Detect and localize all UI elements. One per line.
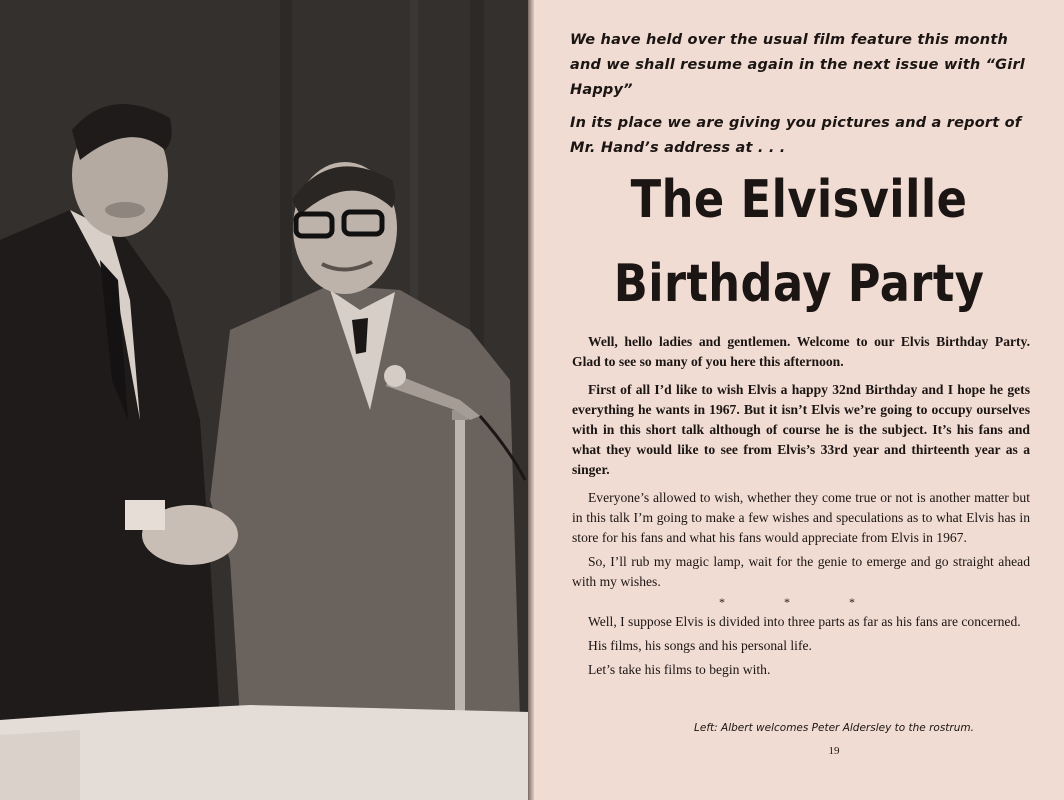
photo-handshake [0, 0, 530, 800]
photo-illustration [0, 0, 530, 800]
paragraph-5: Well, I suppose Elvis is divided into three parts as far as his fans are concerned. [588, 614, 1021, 629]
article-body [572, 332, 1030, 680]
photo-caption: Left: Albert welcomes Peter Aldersley to the rostrum. [694, 722, 974, 734]
article-page [534, 0, 1064, 800]
headline-line-1: The Elvisville [630, 170, 968, 230]
paragraph-3: Everyone’s allowed to wish, whether they come true or not is another matter but in this talk I’m going to make a few wishes and speculations as to what Elvis has in store for his fans and what his fans would appreciate from Elvis in 1967. [572, 490, 1030, 545]
section-break-stars: * * * [719, 595, 883, 609]
paragraph-6: His films, his songs and his personal life. [588, 638, 812, 653]
editor-note-line-1: We have held over the usual film feature this month and we shall resume again in the next issue with “Girl Happy” [570, 32, 1025, 98]
paragraph-4: So, I’ll rub my magic lamp, wait for the genie to emerge and go straight ahead with my wishes. [572, 554, 1030, 589]
paragraph-7: Let’s take his films to begin with. [588, 662, 771, 677]
headline-line-2: Birthday Party [613, 254, 985, 314]
page-number: 19 [828, 745, 840, 757]
paragraph-2: First of all I’d like to wish Elvis a happy 32nd Birthday and I hope he gets everything he wants in 1967. But it isn’t Elvis we’re going to occupy ourselves with in this short talk although of course he is the subject. It’s his fans and what they would like to see from Elvis’s 33rd year and thirteenth year as a singer. [572, 382, 1030, 477]
article-headline [571, 158, 1027, 326]
paragraph-1: Well, hello ladies and gentlemen. Welcome to our Elvis Birthday Party. Glad to see so many of you here this afternoon. [572, 334, 1030, 369]
editor-note-line-2: In its place we are giving you pictures and a report of Mr. Hand’s address at . . . [570, 115, 1022, 156]
editor-note [570, 28, 1040, 161]
